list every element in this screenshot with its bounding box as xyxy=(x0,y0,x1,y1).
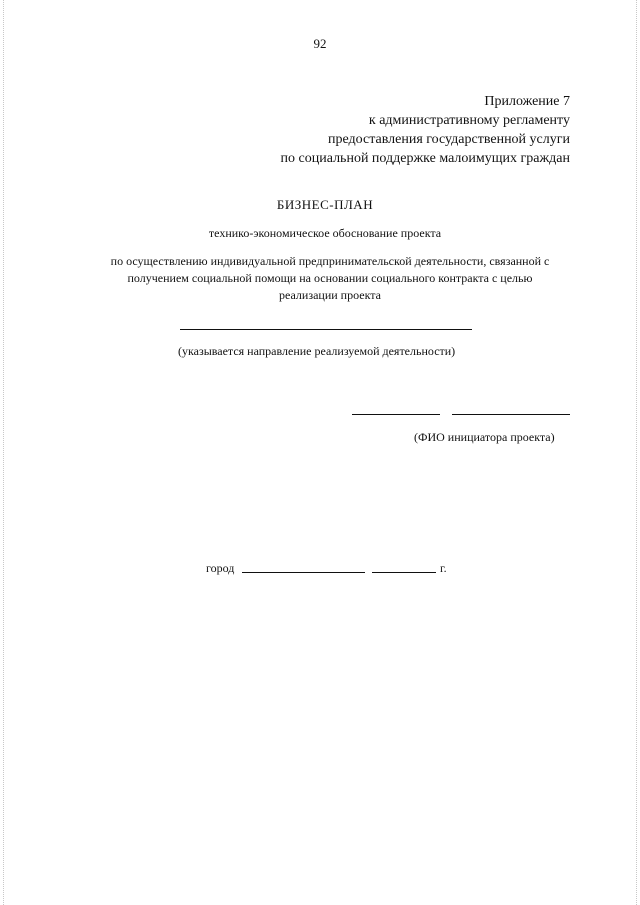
activity-field-caption: (указывается направление реализуемой деятельности) xyxy=(178,344,456,358)
year-suffix: г. xyxy=(440,561,447,575)
appendix-line: к административному регламенту xyxy=(368,113,570,128)
appendix-reference xyxy=(230,92,570,168)
appendix-line: по социальной поддержке малоимущих граждан xyxy=(280,151,570,166)
page-number: 92 xyxy=(313,36,327,51)
activity-field-line xyxy=(180,329,472,330)
document-subtitle: технико-экономическое обоснование проекта xyxy=(208,226,442,240)
city-label: город xyxy=(206,561,235,575)
initiator-field-line xyxy=(352,414,440,415)
scan-edge-right xyxy=(636,0,637,905)
purpose-line: реализации проекта xyxy=(279,288,381,302)
year-field-line[interactable] xyxy=(372,572,436,573)
appendix-line: предоставления государственной услуги xyxy=(328,132,570,147)
document-title: БИЗНЕС-ПЛАН xyxy=(276,197,374,212)
initiator-field-line xyxy=(452,414,570,415)
purpose-text xyxy=(90,253,570,304)
scan-edge-left xyxy=(3,0,4,905)
initiator-field-caption: (ФИО инициатора проекта) xyxy=(414,430,555,444)
purpose-line: по осуществлению индивидуальной предпринимательской деятельности, связанной с xyxy=(110,254,550,268)
city-field-line[interactable] xyxy=(242,572,365,573)
purpose-line: получением социальной помощи на основании социального контракта с целью xyxy=(127,271,533,285)
appendix-line: Приложение 7 xyxy=(484,94,570,109)
